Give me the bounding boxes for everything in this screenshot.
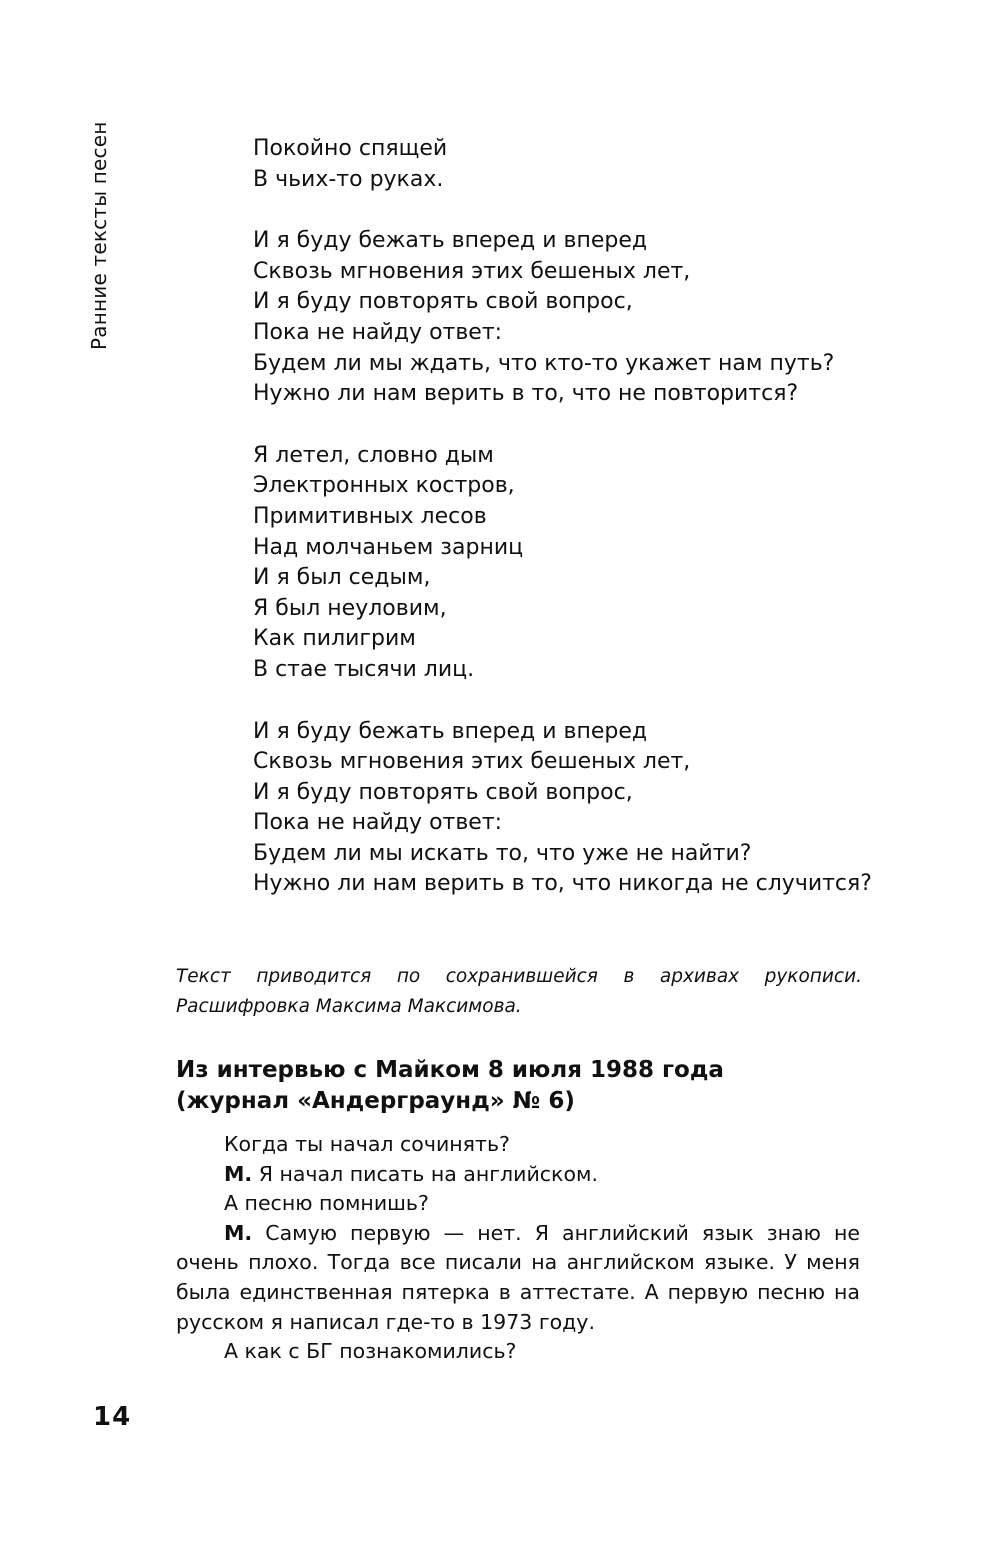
poem	[253, 134, 953, 900]
poem-line: Сквозь мгновения этих бешеных лет,	[253, 258, 691, 284]
poem-stanza	[253, 134, 953, 195]
section-heading-line: Из интервью с Майком 8 июля 1988 года	[176, 1057, 724, 1083]
poem-line: Нужно ли нам верить в то, что не повторится?	[253, 381, 799, 407]
answer-text: Самую первую — нет. Я английский язык знаю не очень плохо. Тогда все писали на английском языке. У меня была единственная пятерка в аттестате. А первую песню на русском я написал где-то в 1973 году.	[176, 1220, 860, 1334]
interview-question: А песню помнишь?	[224, 1191, 429, 1216]
speaker-label: М.	[224, 1161, 253, 1186]
poem-line: В стае тысячи лиц.	[253, 656, 475, 682]
page-number: 14	[93, 1402, 132, 1432]
poem-line: Будем ли мы ждать, что кто-то укажет нам путь?	[253, 350, 835, 376]
poem-stanza	[253, 717, 953, 901]
poem-line: Я летел, словно дым	[253, 442, 494, 468]
poem-line: Пока не найду ответ:	[253, 810, 503, 836]
poem-line: Сквозь мгновения этих бешеных лет,	[253, 749, 691, 775]
poem-line: В чьих-то руках.	[253, 166, 444, 192]
section-heading-line: (журнал «Андерграунд» № 6)	[176, 1088, 575, 1114]
interview-text	[176, 1130, 860, 1367]
poem-line: И я был седым,	[253, 565, 431, 591]
interview-answer	[176, 1160, 860, 1190]
poem-stanza	[253, 441, 953, 686]
poem-stanza	[253, 226, 953, 410]
poem-line: Нужно ли нам верить в то, что никогда не случится?	[253, 871, 872, 897]
poem-line: И я буду повторять свой вопрос,	[253, 779, 633, 805]
poem-line: Как пилигрим	[253, 626, 416, 652]
poem-line: И я буду повторять свой вопрос,	[253, 289, 633, 315]
poem-line: Над молчаньем зарниц	[253, 534, 524, 560]
section-heading	[176, 1055, 876, 1117]
poem-line: Электронных костров,	[253, 473, 515, 499]
poem-line: Пока не найду ответ:	[253, 319, 503, 345]
interview-question: А как с БГ познакомились?	[224, 1339, 517, 1364]
poem-line: Я был неуловим,	[253, 595, 447, 621]
source-note: Текст приводится по сохранившейся в архивах рукописи. Расшифровка Максима Максимова.	[176, 966, 862, 1017]
poem-line: Будем ли мы искать то, что уже не найти?	[253, 840, 752, 866]
poem-line: Покойно спящей	[253, 136, 448, 161]
interview-answer	[176, 1219, 860, 1337]
poem-line: И я буду бежать вперед и вперед	[253, 718, 648, 744]
answer-text: Я начал писать на английском.	[252, 1161, 598, 1186]
poem-line: Примитивных лесов	[253, 503, 487, 529]
interview-question: Когда ты начал сочинять?	[224, 1132, 510, 1156]
poem-line: И я буду бежать вперед и вперед	[253, 228, 648, 254]
speaker-label: М.	[224, 1220, 253, 1245]
running-head: Ранние тексты песен	[87, 121, 111, 350]
